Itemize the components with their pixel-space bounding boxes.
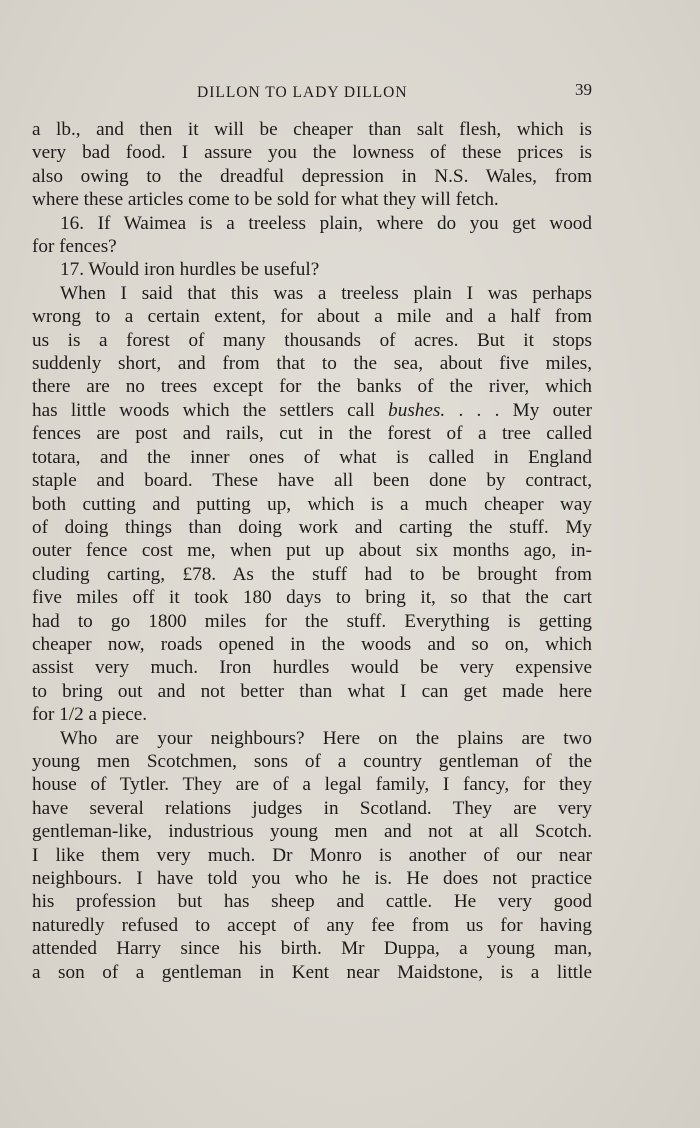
text-line: cluding carting, £78. As the stuff had to be brought from (32, 563, 592, 585)
paragraph (32, 118, 592, 212)
text-line: assist very much. Iron hurdles would be very expensive (32, 657, 592, 679)
text-line: neighbours. I have told you who he is. He does not practice (32, 868, 592, 889)
text-line: a son of a gentleman in Kent near Maidstone, is a little (32, 961, 592, 983)
text-line: where these articles come to be sold for what they will fetch. (32, 189, 499, 211)
text-line: gentleman-like, industrious young men and not at all Scotch. (32, 821, 592, 843)
text-line: young men Scotchmen, sons of a country gentleman of the (32, 750, 592, 772)
text-line: for 1/2 a piece. (32, 704, 148, 726)
page-number: 39 (575, 80, 592, 99)
text-line: 16. If Waimea is a treeless plain, where do you get wood (60, 212, 592, 234)
text-line: naturedly refused to accept of any fee from us for having (32, 914, 592, 936)
text-line: outer fence cost me, when put up about six months ago, in- (32, 540, 592, 562)
paragraph (32, 258, 592, 281)
text-line: to bring out and not better than what I can get made here (32, 680, 592, 702)
paragraph (32, 282, 592, 727)
text-segment: has little woods which the settlers call (32, 399, 375, 421)
text-line: his profession but has sheep and cattle. He very good (32, 891, 592, 913)
text-line: for fences? (32, 236, 117, 258)
text-line: also owing to the dreadful depression in N.S. Wales, from (32, 165, 592, 187)
text-line: of doing things than doing work and carting the stuff. My (32, 516, 592, 538)
text-line: cheaper now, roads opened in the woods and so on, which (32, 633, 592, 655)
text-segment: . . . My outer (445, 399, 592, 421)
running-title: DILLON TO LADY DILLON (197, 84, 408, 101)
text-line: both cutting and putting up, which is a much cheaper way (32, 493, 592, 515)
text-line: suddenly short, and from that to the sea, about five miles, (32, 353, 592, 375)
text-line: Who are your neighbours? Here on the plains are two (60, 727, 592, 749)
text-line: house of Tytler. They are of a legal family, I fancy, for they (32, 774, 592, 796)
text-line: a lb., and then it will be cheaper than salt flesh, which is (32, 119, 592, 140)
book-page (32, 80, 592, 984)
text-line: very bad food. I assure you the lowness of these prices is (32, 142, 592, 164)
text-line: attended Harry since his birth. Mr Duppa, a young man, (32, 938, 592, 960)
text-line: five miles off it took 180 days to bring it, so that the cart (32, 587, 592, 609)
text-line: fences are post and rails, cut in the forest of a tree called (32, 423, 592, 445)
paragraph (32, 727, 592, 984)
italic-term: bushes. (388, 399, 446, 421)
text-line: When I said that this was a treeless plain I was perhaps (60, 282, 592, 304)
paragraph (32, 212, 592, 259)
text-line: wrong to a certain extent, for about a mile and a half from (32, 306, 592, 328)
text-line: 17. Would iron hurdles be useful? (60, 259, 320, 281)
text-line: there are no trees except for the banks of the river, which (32, 376, 592, 398)
text-line-with-italic (32, 399, 592, 422)
text-line: I like them very much. Dr Monro is another of our near (32, 844, 592, 866)
running-head (32, 80, 592, 108)
text-line: us is a forest of many thousands of acres. But it stops (32, 329, 592, 351)
text-line: staple and board. These have all been done by contract, (32, 470, 592, 492)
text-line: have several relations judges in Scotland. They are very (32, 797, 592, 819)
text-line: totara, and the inner ones of what is called in England (32, 446, 592, 468)
text-line: had to go 1800 miles for the stuff. Everything is getting (32, 610, 592, 632)
body-text (32, 118, 592, 984)
